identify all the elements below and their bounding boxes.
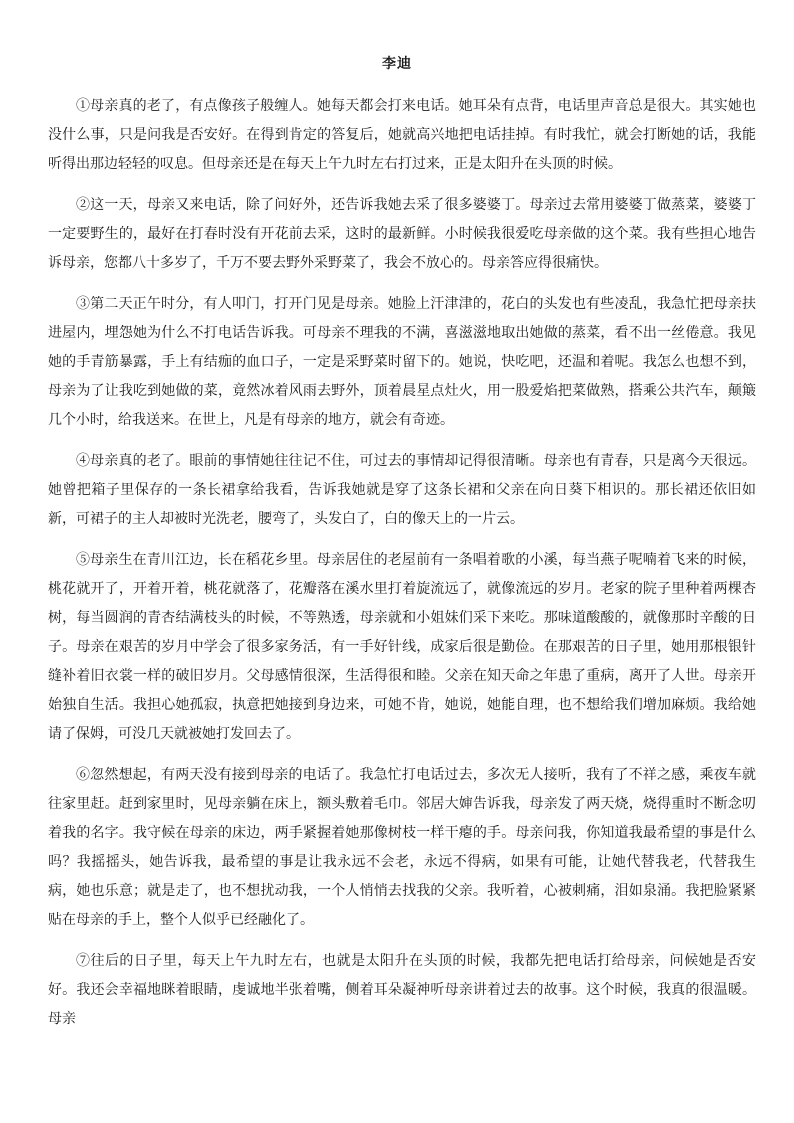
document-title: 李迪 xyxy=(382,56,412,72)
paragraph-6: ⑥忽然想起，有两天没有接到母亲的电话了。我急忙打电话过去，多次无人接听，我有了不祥之感，乘夜车就往家里赶。赶到家里时，见母亲躺在床上，额头敷着毛巾。邻居大婶告诉我，母亲发了两天烧，烧得重时不断念叨着我的名字。我守候在母亲的床边，两手紧握着她那像树枝一样干瘪的手。母亲问我，你知道我最希望的事是什么吗？我摇摇头，她告诉我，最希望的事是让我永远不会老，永远不得病，如果有可能，让她代替我老，代替我生病，她也乐意；就是走了，也不想扰动我，一个人悄悄去找我的父亲。我听着，心被刺痛，泪如泉涌。我把脸紧紧贴在母亲的手上，整个人似乎已经融化了。 xyxy=(48,767,756,928)
paragraph-1: ①母亲真的老了，有点像孩子般缠人。她每天都会打来电话。她耳朵有点背，电话里声音总是很大。其实她也没什么事，只是问我是否安好。在得到肯定的答复后，她就高兴地把电话挂掉。有时我忙，就会打断她的话，我能听得出那边轻轻的叹息。但母亲还是在每天上午九时左右打过来，正是太阳升在头顶的时候。 xyxy=(48,98,756,172)
paragraph-3: ③第二天正午时分，有人叩门，打开门见是母亲。她脸上汗津津的，花白的头发也有些凌乱，我急忙把母亲扶进屋内，埋怨她为什么不打电话告诉我。可母亲不理我的不满，喜滋滋地取出她做的蒸菜，看不出一丝倦意。我见她的手青筋暴露，手上有结痂的血口子，一定是采野菜时留下的。她说，快吃吧，还温和着呢。我怎么也想不到，母亲为了让我吃到她做的菜，竟然冰着风雨去野外，顶着晨星点灶火，用一股爱焰把菜做熟，搭乘公共汽车，颠簸几个小时，给我送来。在世上，凡是有母亲的地方，就会有奇迹。 xyxy=(48,296,756,428)
paragraph-5: ⑤母亲生在青川江边，长在稻花乡里。母亲居住的老屋前有一条唱着歌的小溪，每当燕子呢喃着飞来的时候，桃花就开了，开着开着，桃花就落了，花瓣落在溪水里打着旋流远了，就像流远的岁月。老家的院子里种着两棵杏树，每当圆润的青杏结满枝头的时候，不等熟透，母亲就和小姐妹们采下来吃。那味道酸酸的，就像那时辛酸的日子。母亲在艰苦的岁月中学会了很多家务活，有一手好针线，成家后很是勤俭。在那艰苦的日子里，她用那根银针缝补着旧衣裳一样的破旧岁月。父母感情很深，生活得很和睦。父亲在知天命之年患了重病，离开了人世。母亲开始独自生活。我担心她孤寂，执意把她接到身边来，可她不肯，她说，她能自理，也不想给我们增加麻烦。我给她请了保姆，可没几天就被她打发回去了。 xyxy=(48,552,756,742)
paragraph-2: ②这一天，母亲又来电话，除了问好外，还告诉我她去采了很多婆婆丁。母亲过去常用婆婆丁做蒸菜，婆婆丁一定要野生的，最好在打春时没有开花前去采，这时的最新鲜。小时候我很爱吃母亲做的这个菜。我有些担心地告诉母亲，您都八十多岁了，千万不要去野外采野菜了，我会不放心的。母亲答应得很痛快。 xyxy=(48,197,756,271)
paragraph-4: ④母亲真的老了。眼前的事情她往往记不住，可过去的事情却记得很清晰。母亲也有青春，只是离今天很远。她曾把箱子里保存的一条长裙拿给我看，告诉我她就是穿了这条长裙和父亲在向日葵下相识的。那长裙还依旧如新，可裙子的主人却被时光洗老，腰弯了，头发白了，白的像天上的一片云。 xyxy=(48,453,756,527)
paragraph-7: ⑦往后的日子里，每天上午九时左右，也就是太阳升在头顶的时候，我都先把电话打给母亲，问候她是否安好。我还会幸福地眯着眼睛，虔诚地半张着嘴，侧着耳朵凝神听母亲讲着过去的故事。这个时候，我真的很温暖。母亲 xyxy=(48,953,756,1027)
document-body xyxy=(48,92,756,1046)
